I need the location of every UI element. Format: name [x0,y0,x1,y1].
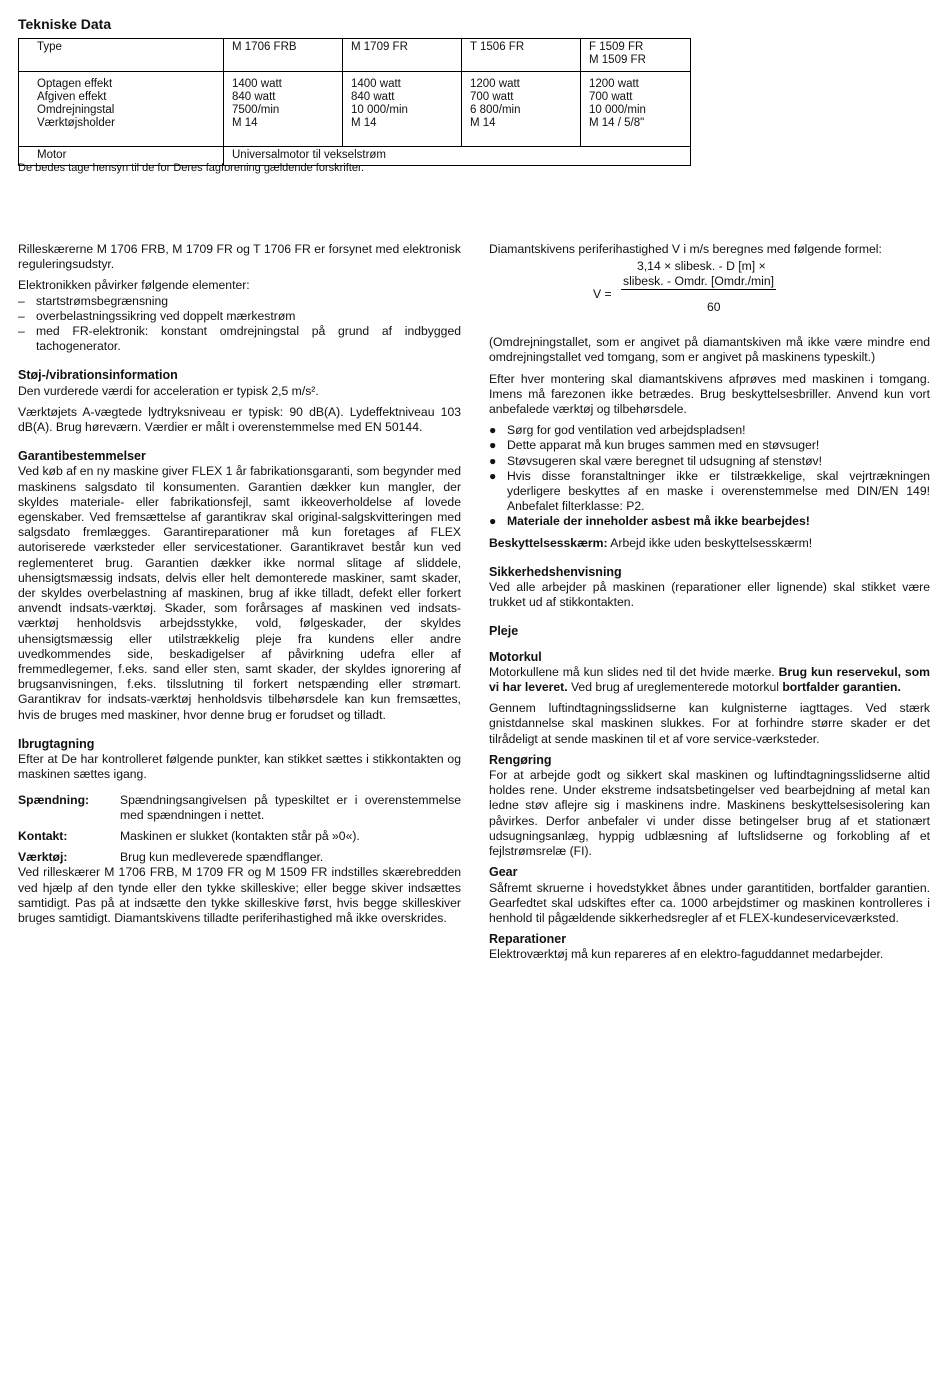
intro-paragraph: Rilleskærerne M 1706 FRB, M 1709 FR og T 1706 FR er forsynet med elektronisk reguleringsudstyr. [18,242,461,272]
table-cell: 1400 watt [232,78,282,90]
safety-heading: Sikkerhedshenvisning [489,564,622,579]
dash-marker: – [18,293,25,308]
list-item [489,514,930,529]
row-label: Optagen effekt [37,78,113,90]
row-label: Værktøjsholder [37,117,115,129]
table-cell: 700 watt [470,91,514,103]
table-cell: 1200 watt [470,78,520,90]
bullet-marker: ● [489,423,497,438]
warranty-paragraph: Ved køb af en ny maskine giver FLEX 1 år fabrikationsgaranti, som begynder med maskinens salgsdato til konsumenten. Garantien dækker kun mangler, der skyldes materiale- eller fabrikationsfejl, samt ikkeoverholdelse af lovede egenskaber. Ved fremsættelse af garantikrav skal original-salgskvitteringen med salgsdato fremlægges. Garantireparationer må kun foretages af FLEX autoriserede værksteder eller servicestationer. Garantikravet består kun ved reglementeret brug. Garantien dækker ikke normal slitage af sliddele, uhensigtsmæssig indsats, delvis eller helt demonterede maskiner, samt skader, der skyldes overbelastning af maskinen, brug af ikke tilladt, defekt eller forkert anvendt indsats-værktøj. Skader, som forårsages af maskinen ved indsats-værktøj henholdsvis arbejdsstykke, vold, følgeskader, der skyldes uhensigtsmæssig eller utilstrækkelig pleje fra kundens eller andre uvedkommendes side, beskadigelser af påvirkning udefra eller af fremmedlegemer, f.eks. sand eller sten, samt skader, der skyldes ignorering af brugsanvisningen, f.eks. tilsslutning til forkert netspænding eller strømart. Garantikrav for indsats-værktøj henholdsvis tilbehørsdele kan kun fremsættes, hvis de bruges med maskiner, hvor denne brug er forudset og tilladt. [18,464,461,722]
noise-heading: Støj-/vibrationsinformation [18,368,178,383]
electronics-list [18,294,461,355]
asbestos-warning: Materiale der inneholder asbest må ikke bearbejdes! [507,514,810,529]
table-cell: 700 watt [589,91,633,103]
brush-paragraph-2: Gennem luftindtagningsslidserne kan kulgnisterne iagttages. Ved stærk gnistdannelse skal maskinen slukkes. For at forhindre større skader er det tilrådeligt at sende maskinen til et af vore service-værksteder. [489,701,930,746]
start-paragraph: Efter at De har kontrolleret følgende punkter, kan stikket sættes i stikkontakten og maskinen sættes igang. [18,752,461,782]
safety-bullets [489,423,930,529]
speed-formula [489,259,930,331]
table-cell: M 14 [351,117,377,129]
row-label: Omdrejningstal [37,104,115,116]
t1506fr-values [462,72,581,147]
check-voltage [18,793,461,823]
test-paragraph: Efter hver montering skal diamantskivens afprøves med maskinen i tomgang. Imens må farezonen ikke betrædes. Brug beskyttelsesbriller. Anvend kun vort anbefalede værktøj og tilbehørsdele. [489,371,930,417]
brush-heading: Motorkul [489,649,542,664]
table-cell: 840 watt [351,91,395,103]
formula-denominator: 60 [707,300,721,315]
table-cell: 6 800/min [470,104,521,116]
repair-paragraph: Elektroværktøj må kun repareres af en elektro-faguddannet medarbejder. [489,947,884,962]
formula-numerator-2: slibesk. - Omdr. [Omdr./min] [621,274,776,290]
row-labels-cell [19,72,224,147]
check-term: Værktøj: [18,850,68,865]
table-cell: 7500/min [232,104,280,116]
table-cell: M 14 [232,117,258,129]
formula-note: (Omdrejningstallet, som er angivet på diamantskiven må ikke være mindre end omdrejningstallet ved tomgang, som er angivet på maskinens typeskilt.) [489,335,930,365]
right-column [489,242,930,969]
warranty-heading: Garantibestemmelser [18,449,146,464]
check-desc: Maskinen er slukket (kontakten står på »0«). [120,828,360,843]
header-m1706frb: M 1706 FRB [224,39,343,72]
motor-label: Motor [19,147,224,166]
check-desc: Brug kun medleverede spændflanger. [120,850,324,865]
header-t1506fr: T 1506 FR [462,39,581,72]
technical-data-table [18,38,691,166]
repair-heading: Reparationer [489,932,567,947]
noise-paragraph-2: Værktøjets A-vægtede lydtryksniveau er typisk: 90 dB(A). Lydeffektniveau 103 dB(A). Brug høreværn. Værdier er målt i overenstemmelse med EN 50144. [18,404,461,435]
table-cell: 10 000/min [351,104,408,116]
bullet-marker: ● [489,468,497,483]
header-f1509fr: F 1509 FR M 1509 FR [581,39,691,72]
bullet-marker: ● [489,453,497,468]
bullet-marker: ● [489,514,497,529]
formula-numerator-1: 3,14 × slibesk. - D [m] × [637,259,766,274]
check-switch [18,829,461,844]
check-term: Kontakt: [18,828,68,843]
m1706frb-values [224,72,343,147]
table-note: De bedes tage hensyn til de for Deres fagforening gældende forskrifter. [18,162,365,174]
table-cell: 10 000/min [589,104,646,116]
care-heading: Pleje [489,624,519,639]
list-item: ● Hvis disse foranstaltninger ikke er tilstrækkelige, skal vejrtrækningen yderligere beskyttes af en maske i overenstemmelse med DIN/EN 149! Anbefalet filterklasse: P2. [489,468,930,514]
header-type: Type [19,39,224,72]
shield-text: Arbejd ikke uden beskyttelsesskærm! [607,535,813,550]
gear-heading: Gear [489,865,518,880]
safety-paragraph: Ved alle arbejder på maskinen (reparationer eller lignende) skal stikket være trukket ud af stikkontakten. [489,580,930,610]
f1509fr-values [581,72,691,147]
list-item: – overbelastningssikring ved doppelt mærkestrøm [18,308,296,323]
noise-paragraph-1: Den vurderede værdi for acceleration er typisk 2,5 m/s². [18,383,319,398]
table-cell: 1400 watt [351,78,401,90]
table-cell: 840 watt [232,91,276,103]
list-item: ● Støvsugeren skal være beregnet til udsugning af stenstøv! [489,453,823,468]
check-tool [18,850,461,865]
table-data-row [19,72,691,147]
check-desc: Spændningsangivelsen på typeskiltet er i overenstemmelse med spændningen i nettet. [120,792,461,822]
motor-value: Universalmotor til vekselstrøm [224,147,691,166]
formula-v: V = [593,287,612,302]
table-cell: M 14 [470,117,496,129]
brush-paragraph-1: Motorkullene må kun slides ned til det hvide mærke. Brug kun reservekul, som vi har leveret. Ved brug af ureglementerede motorkul bortfalder garantien. [489,664,930,695]
table-cell: 1200 watt [589,78,639,90]
table-header-row [19,39,691,72]
electronics-intro: Elektronikken påvirker følgende elementer: [18,278,250,293]
gear-paragraph: Såfremt skruerne i hovedstykket åbnes under garantitiden, bortfalder garantien. Gearfedtet skal udskiftes efter ca. 1000 arbejdstimer og maskinen kontrolleres i henhold til pågældende sikkerhedsregler af et FLEX-kundeserviceværksted. [489,880,930,925]
list-item: – med FR-elektronik: konstant omdrejningstal på grund af indbygged tachogenerator. [18,324,461,354]
list-item: ● Sørg for god ventilation ved arbejdspladsen! [489,423,746,438]
left-column [18,242,461,932]
start-heading: Ibrugtagning [18,736,95,751]
tool-paragraph: Ved rilleskærer M 1706 FRB, M 1709 FR og M 1509 FR indstilles skærebredden ved hjælp af den tynde eller den tykke skilleskive; eller begge skiver indsættes samtidigt. Pas på at indsætte den tykke skilleskive først, hvis begge skilleskiver bruges samtidigt. Diamantskivens tilladte periferihastighed må ikke overskrides. [18,865,461,925]
dash-marker: – [18,324,25,339]
list-item: ● Dette apparat må kun bruges sammen med en støvsuger! [489,438,820,453]
shield-paragraph [489,536,930,551]
formula-intro: Diamantskivens periferihastighed V i m/s beregnes med følgende formel: [489,242,882,256]
header-m1709fr: M 1709 FR [343,39,462,72]
bullet-marker: ● [489,438,497,453]
dash-marker: – [18,308,25,323]
page-title: Tekniske Data [18,16,112,32]
cleaning-heading: Rengøring [489,752,552,767]
list-item: – startstrømsbegrænsning [18,293,169,308]
cleaning-paragraph: For at arbejde godt og sikkert skal maskinen og luftindtagningsslidserne altid holdes rene. Under ekstreme indsatsbetingelser ved bearbejdning af metal kan ledne støv aflejre sig i maskinens indre. Maskinens beskyttelsesisolering kan påvirkes. Derfor anbefaler vi under disse betingelser brug af et stationært udsugningsanlæg, hyppig udblæsning af luftslidserne og forkobling af et fejlstrømsrelæ (FI). [489,768,930,859]
m1709fr-values [343,72,462,147]
shield-term: Beskyttelsesskærm: [489,535,608,550]
check-term: Spændning: [18,792,90,807]
table-cell: M 14 / 5/8" [589,117,645,129]
row-label: Afgiven effekt [37,91,107,103]
